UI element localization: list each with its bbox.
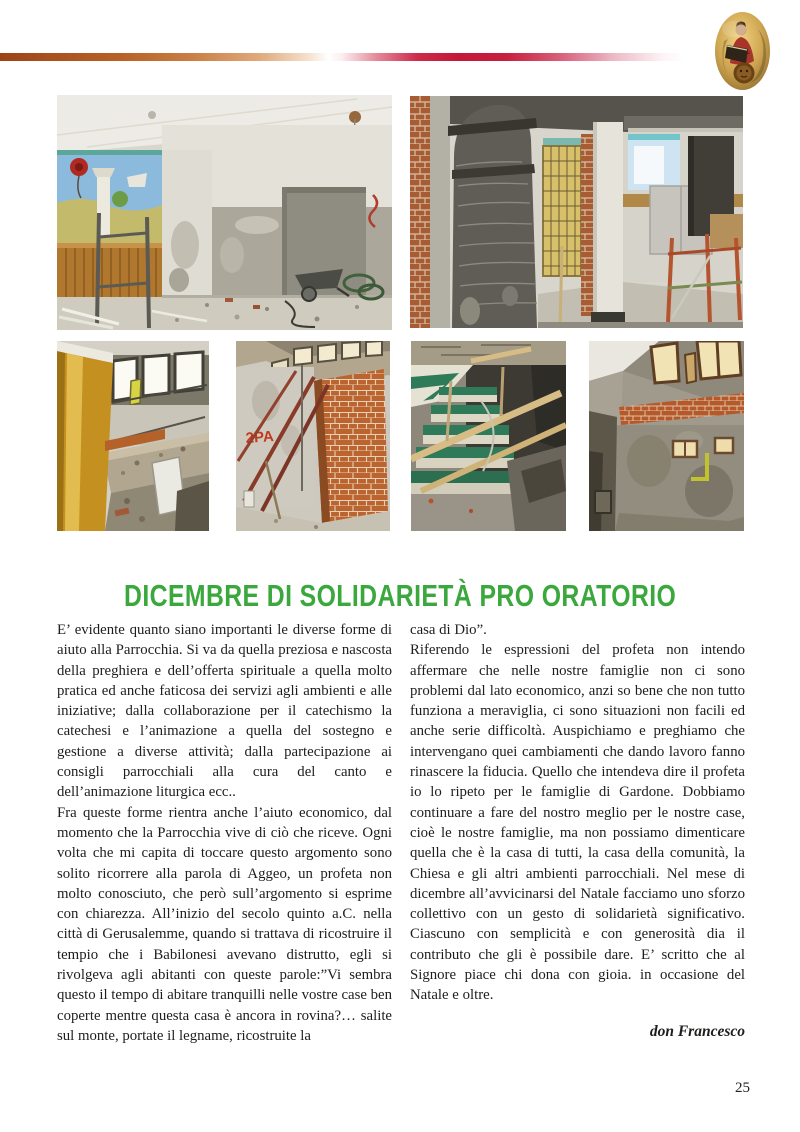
photo-renovation-brick-lintel: [589, 341, 744, 531]
text-column-left: [57, 620, 392, 1046]
header-gradient-rule: [0, 53, 684, 61]
paragraph-house-of-god: casa di Dio”.: [410, 622, 487, 638]
photo-renovation-staircase: [411, 341, 566, 531]
article-title: [0, 577, 800, 614]
photo-renovation-yellow-wall: [57, 341, 209, 531]
signature: don Francesco: [649, 1022, 745, 1040]
paragraph-solidarity-appeal: Riferendo le espressioni del profeta non intendo affermare che nelle nostre famiglie non ci sono problemi dal lato economico, anzi so bene che non tutto funziona a meraviglia, ci sono situazioni non facili ed anche serie difficoltà. Auspichiamo e preghiamo che intervengano quei cambiamenti che dando lavoro fanno rinascere la fiducia. Quello che intendeva dire il profeta io lo ripeto per le famiglie di Gardone. Dobbiamo continuare a fare del nostro meglio per le nostre case, cioè le nostre famiglie, ma non possiamo dimenticare quella che è la casa di tutti, la casa della comunità, la Chiesa e gli altri ambienti parrocchiali. Nel mese di dicembre all’avvicinarsi del Natale facciamo uno sforzo collettivo con un gesto di solidarietà significativo. Ciascuno con semplicità e con generosità dia il contributo che gli è possibile dare. E’ scritto che al Signore piace chi dona con gioia. in occasione del Natale e oltre.: [410, 642, 745, 1004]
page-number: 25: [735, 1080, 750, 1096]
photo-renovation-hall-mural: [57, 95, 392, 330]
saint-mark-medallion-icon: [714, 11, 771, 91]
graffiti-text: 2PA: [245, 428, 275, 447]
paragraph-economic-aid: Fra queste forme rientra anche l’aiuto economico, dal momento che la Parrocchia vive di ciò che riceve. Ogni volta che mi capita di toccare questo argomento sono solito ricorrere alla parola di Aggeo, un profeta non molto conosciuto, che però sull’argomento si esprime con chiarezza. All’inizio del secolo quinto a.C. nella città di Gerusalemme, quando si trattava di ricostruire il tempio che i Babilonesi avevano distrutto, egli si rivolgeva agli abitanti con queste parole:”Vi sembra questo il tempo di abitare tranquilli nelle vostre case ben coperte mentre questa casa è ancora in rovina?… salite sul monte, portate il legname, ricostruite la: [57, 804, 392, 1044]
photo-renovation-stone-pillar: [410, 96, 743, 328]
article-title-text: DICEMBRE DI SOLIDARIETÀ PRO ORATORIO: [123, 578, 677, 613]
text-column-right: [410, 620, 745, 1042]
paragraph-aid-forms: E’ evidente quanto siano importanti le diverse forme di aiuto alla Parrocchia. Si va da quella preziosa e nascosta della preghiera e dell’offerta spirituale a quella molto pratica ed anche faticosa dei servizi agli ambienti e alle iniziative; dalla collaborazione per il catechismo la catechesi e l’animazione a quella del sostegno e gestione a diverse attività; dalla partecipazione ai consigli parrocchiali alla cura del canto e dell’animazione liturgica ecc..: [57, 622, 392, 801]
photo-renovation-brick-wall: [236, 341, 390, 531]
